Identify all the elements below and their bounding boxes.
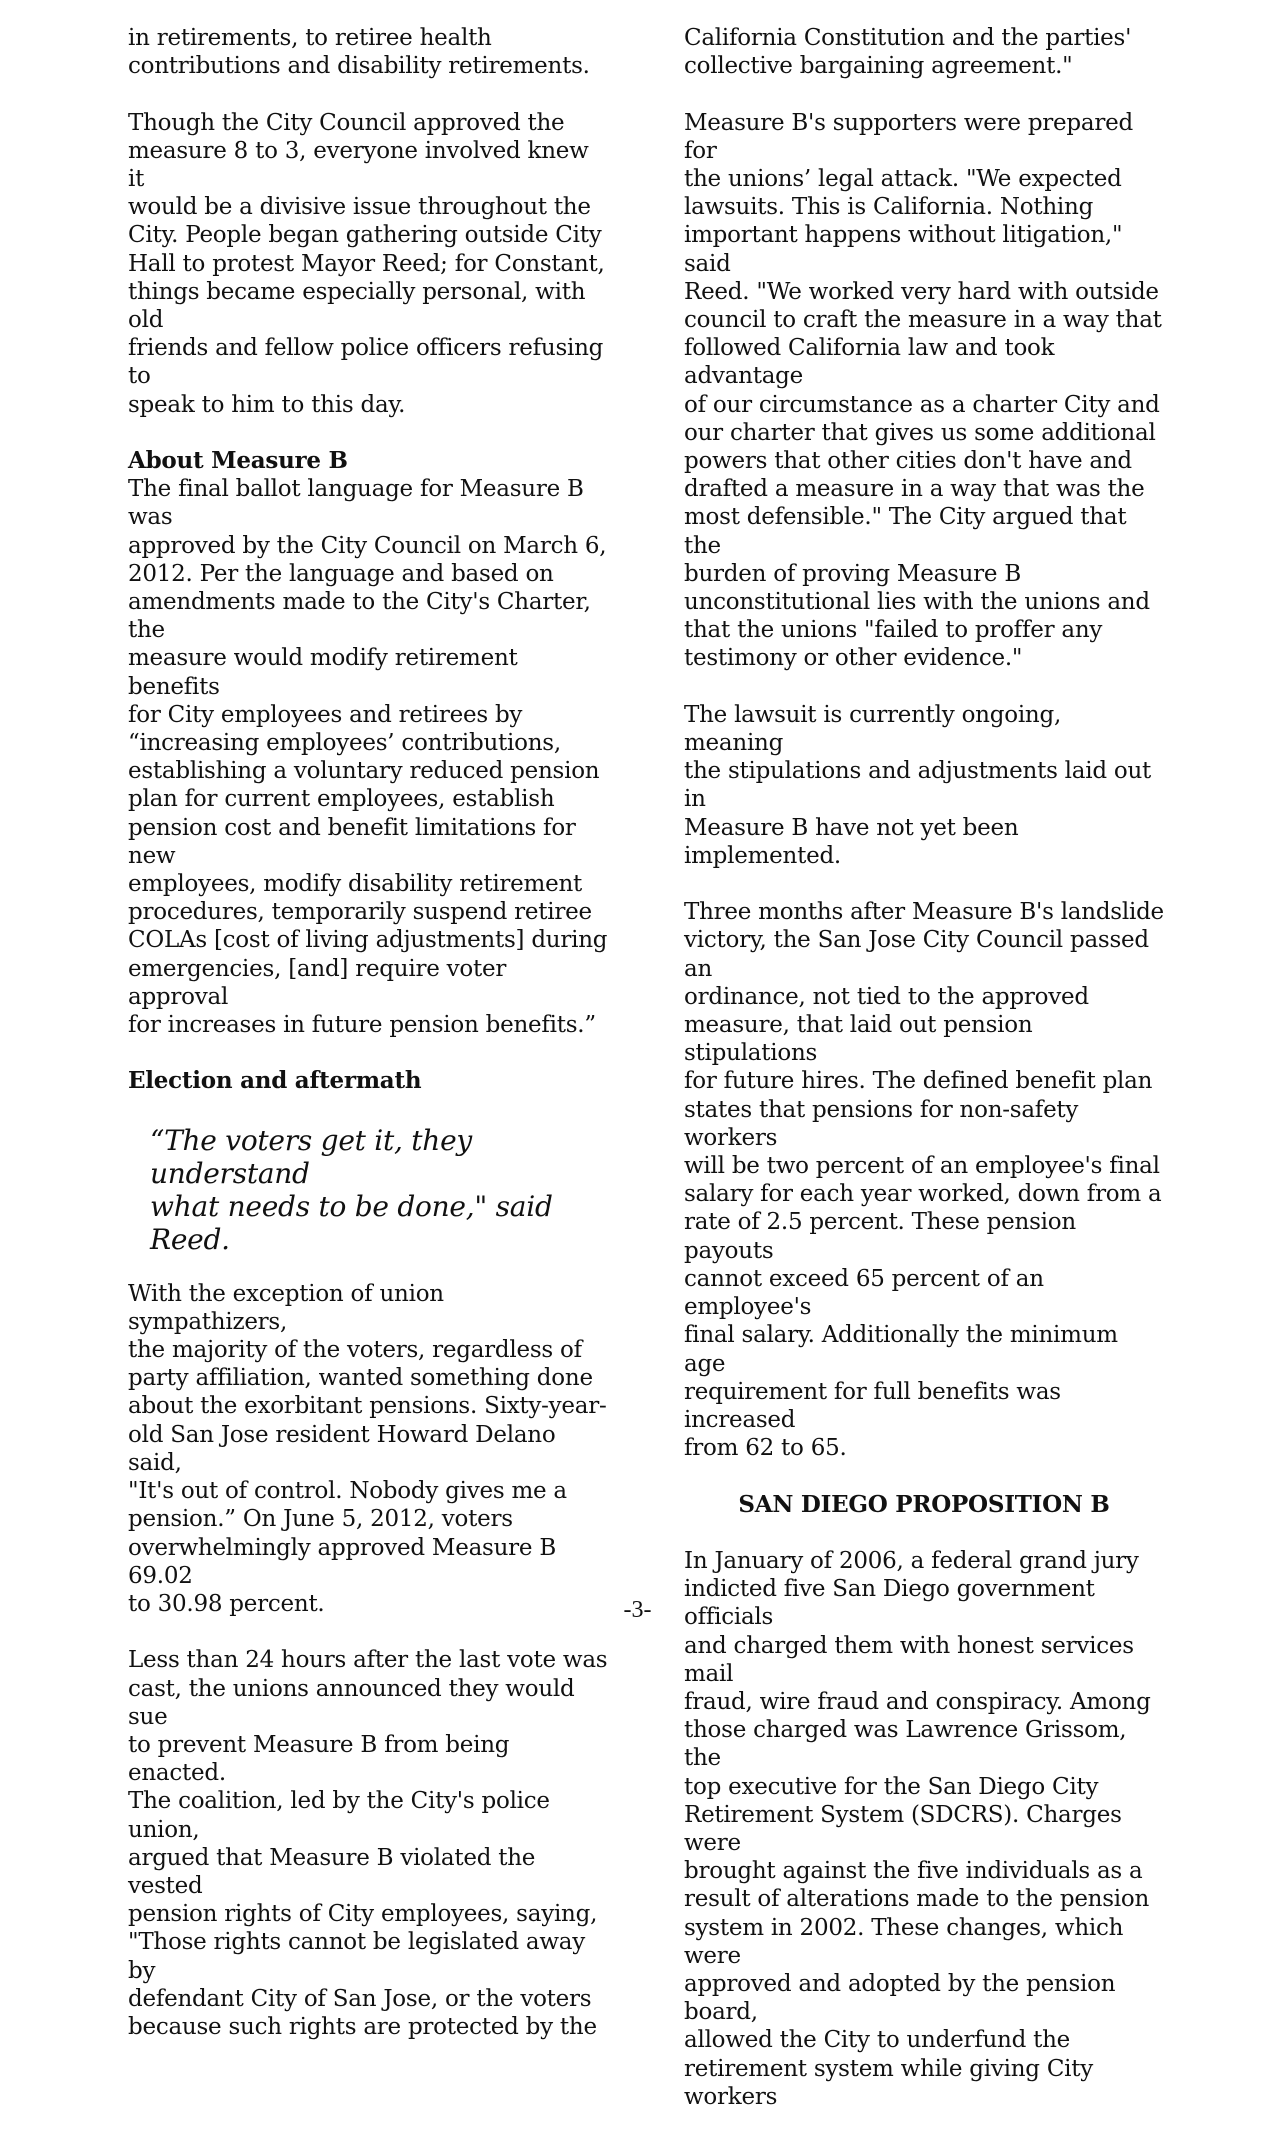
paragraph-unions-lawsuit: Less than 24 hours after the last vote was cast, the unions announced they would sue to prevent Measure B from being enacted. The coalition, led by the City's police union, argued that Measure B violated the vested pension rights of City employees, saying, "Those rights cannot be legislated away by defendant City of San Jose, or the voters because such rights are protected by the: [128, 1647, 608, 2040]
paragraph-lawsuit-ongoing: The lawsuit is currently ongoing, meaning the stipulations and adjustments laid out in Measure B have not yet been implemented.: [684, 701, 1152, 869]
pull-quote-reed: “The voters get it, they understand what needs to be done," said Reed.: [150, 1123, 553, 1256]
heading-about-measure-b: About Measure B: [128, 447, 348, 475]
paragraph-ballot-language: The final ballot language for Measure B was approved by the City Council on March 6, 2012. Per the language and based on amendments made to the City's Charter, the measure would modify retirement benefits for City employees and retirees by “increasing employees’ contributions, establishing a voluntary reduced pension plan for current employees, establish pension cost and benefit limitations for new employees, modify disability retirement procedures, temporarily suspend retiree COLAs [cost of living adjustments] during emergencies, [and] require voter approval for increases in future pension benefits.”: [128, 476, 608, 1039]
page-number: -3-: [623, 1597, 652, 1623]
paragraph-city-council-approval: Though the City Council approved the measure 8 to 3, everyone involved knew it would be a divisive issue throughout the City. People began gathering outside City Hall to protest Mayor Reed; for Constant, things became especially personal, with old friends and fellow police officers refusing to speak to him to this day.: [128, 109, 605, 418]
heading-san-diego-proposition-b: SAN DIEGO PROPOSITION B: [738, 1490, 1110, 1518]
paragraph-retirements-continuation: in retirements, to retiree health contributions and disability retirements.: [128, 25, 590, 80]
paragraph-supporters-prepared: Measure B's supporters were prepared for the unions’ legal attack. "We expected lawsuits. This is California. Nothing important happens without litigation," said Reed. "We worked very hard with outside council to craft the measure in a way that followed California law and took advantage of our circumstance as a charter City and our charter that gives us some additional powers that other cities don't have and drafted a measure in a way that was the most defensible." The City argued that the burden of proving Measure B unconstitutional lies with the unions and that the unions "failed to proffer any testimony or other evidence.": [684, 109, 1162, 672]
paragraph-voters-majority: With the exception of union sympathizers, the majority of the voters, regardless of party affiliation, wanted something done about the exorbitant pensions. Sixty-year- old San Jose resident Howard Delano said, "It's out of control. Nobody gives me a pension.” On June 5, 2012, voters overwhelmingly approved Measure B 69.02 to 30.98 percent.: [128, 1280, 607, 1617]
right-column: [684, 24, 1164, 2139]
left-column: [128, 24, 608, 2069]
paragraph-grand-jury: In January of 2006, a federal grand jury indicted five San Diego government officials and charged them with honest services mail fraud, wire fraud and conspiracy. Among those charged was Lawrence Grissom, the top executive for the San Diego City Retirement System (SDCRS). Charges were brought against the five individuals as a result of alterations made to the pension system in 2002. These changes, which were approved and adopted by the pension board, allowed the City to underfund the retirement system while giving City workers: [684, 1547, 1151, 2110]
heading-election-aftermath: Election and aftermath: [128, 1067, 422, 1095]
paragraph-constitution-continuation: California Constitution and the parties' collective bargaining agreement.": [684, 25, 1132, 80]
paragraph-ordinance-future-hires: Three months after Measure B's landslide victory, the San Jose City Council passed an ordinance, not tied to the approved measure, that laid out pension stipulations for future hires. The defined benefit plan states that pensions for non-safety workers will be two percent of an employee's final salary for each year worked, down from a rate of 2.5 percent. These pension payouts cannot exceed 65 percent of an employee's final salary. Additionally the minimum age requirement for full benefits was increased from 62 to 65.: [684, 899, 1164, 1462]
